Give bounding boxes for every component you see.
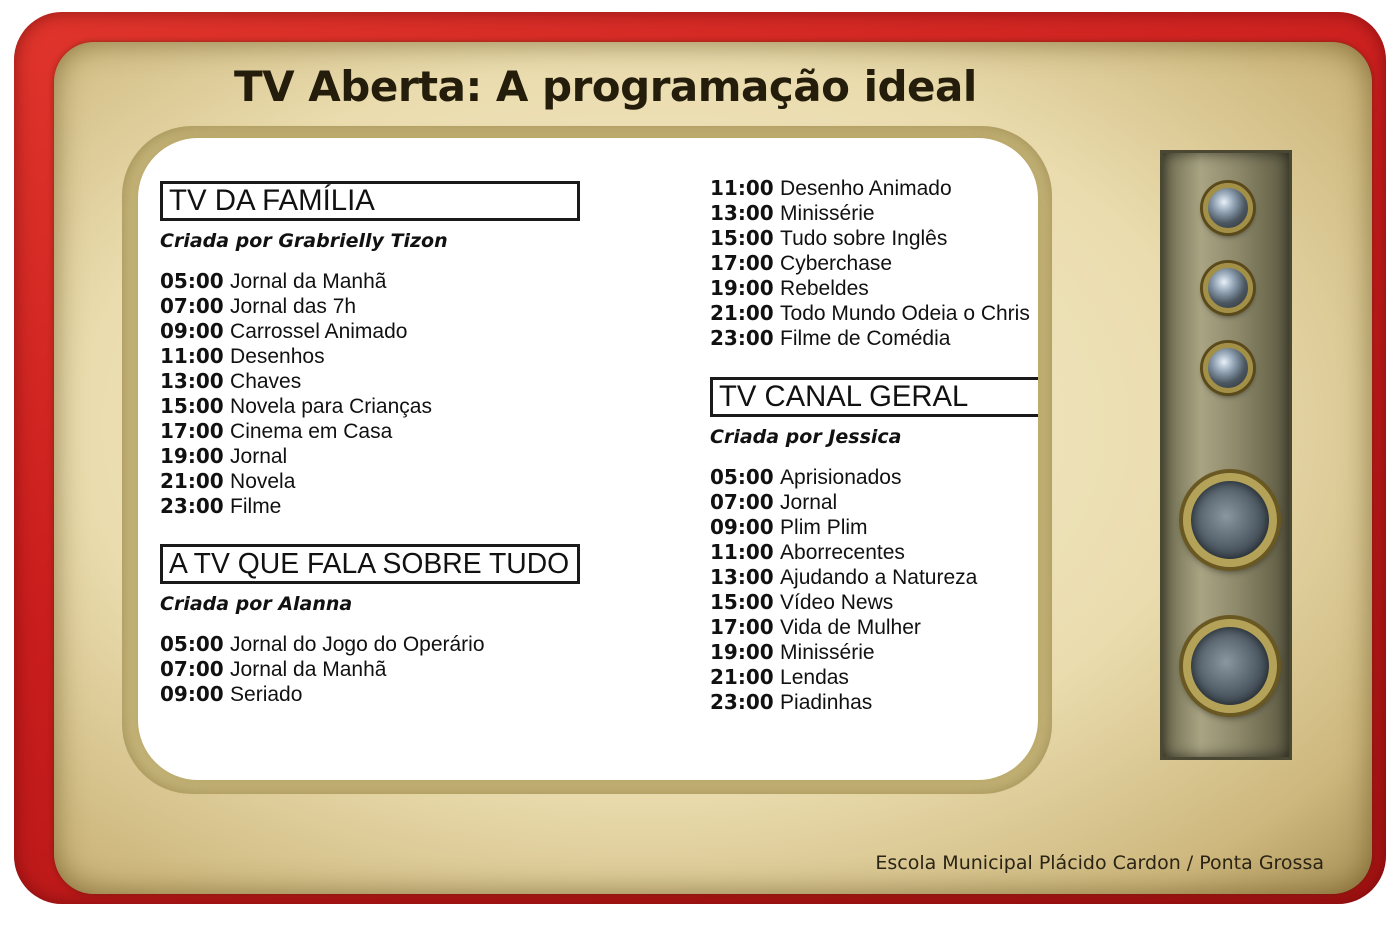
schedule-row — [710, 251, 1040, 276]
schedule-time: 15:00 — [160, 394, 224, 418]
schedule-time: 21:00 — [710, 665, 774, 689]
dial-knob-icon — [1183, 619, 1277, 713]
schedule-row — [710, 565, 1040, 590]
channel-name-box: TV CANAL GERAL — [710, 377, 1038, 417]
volume-knob-icon — [1203, 263, 1253, 313]
schedule-row — [710, 540, 1040, 565]
schedule-show: Desenho Animado — [780, 177, 952, 200]
footer-credit: Escola Municipal Plácido Cardon / Ponta Grossa — [875, 852, 1324, 874]
schedule-time: 11:00 — [710, 176, 774, 200]
schedule-row — [710, 465, 1040, 490]
schedule-show: Tudo sobre Inglês — [780, 227, 948, 250]
schedule-time: 09:00 — [160, 319, 224, 343]
schedule-time: 23:00 — [710, 690, 774, 714]
schedule-time: 07:00 — [160, 657, 224, 681]
schedule-time: 21:00 — [710, 301, 774, 325]
schedule-show: Cinema em Casa — [230, 420, 393, 443]
channel-name-box: TV DA FAMÍLIA — [160, 181, 580, 221]
schedule-show: Vida de Mulher — [780, 616, 921, 639]
schedule-list — [160, 269, 600, 519]
channel-name-box: A TV QUE FALA SOBRE TUDO — [160, 544, 580, 584]
schedule-row — [160, 419, 600, 444]
schedule-time: 23:00 — [710, 326, 774, 350]
schedule-row — [710, 326, 1040, 351]
schedule-time: 15:00 — [710, 226, 774, 250]
schedule-show: Carrossel Animado — [230, 320, 408, 343]
schedule-time: 17:00 — [160, 419, 224, 443]
schedule-time: 19:00 — [710, 276, 774, 300]
schedule-time: 17:00 — [710, 615, 774, 639]
schedule-show: Cyberchase — [780, 252, 893, 275]
schedule-row — [160, 494, 600, 519]
schedule-show: Vídeo News — [780, 591, 894, 614]
page-title: TV Aberta: A programação ideal — [234, 62, 977, 111]
schedule-row — [160, 344, 600, 369]
schedule-show: Jornal do Jogo do Operário — [230, 633, 485, 656]
channel-creator: Criada por Alanna — [160, 593, 353, 615]
schedule-show: Minissérie — [780, 202, 875, 225]
channel-creator: Criada por Grabrielly Tizon — [160, 230, 448, 252]
schedule-show: Jornal da Manhã — [230, 658, 387, 681]
schedule-time: 23:00 — [160, 494, 224, 518]
schedule-list — [160, 632, 600, 707]
tuning-knob-icon — [1203, 343, 1253, 393]
schedule-show: Rebeldes — [780, 277, 869, 300]
schedule-time: 09:00 — [160, 682, 224, 706]
schedule-show: Minissérie — [780, 641, 875, 664]
schedule-row — [160, 657, 600, 682]
schedule-show: Aprisionados — [780, 466, 902, 489]
schedule-row — [710, 490, 1040, 515]
schedule-show: Jornal — [230, 445, 288, 468]
schedule-show: Desenhos — [230, 345, 325, 368]
schedule-show: Lendas — [780, 666, 849, 689]
schedule-show: Seriado — [230, 683, 303, 706]
schedule-row — [710, 665, 1040, 690]
schedule-show: Todo Mundo Odeia o Chris — [780, 302, 1030, 325]
schedule-list — [710, 176, 1040, 351]
schedule-row — [160, 269, 600, 294]
schedule-time: 11:00 — [710, 540, 774, 564]
schedule-time: 05:00 — [710, 465, 774, 489]
channel-knob-icon — [1203, 183, 1253, 233]
schedule-show: Jornal da Manhã — [230, 270, 387, 293]
schedule-row — [710, 690, 1040, 715]
schedule-show: Piadinhas — [780, 691, 873, 714]
right-column — [710, 176, 1040, 715]
schedule-show: Jornal das 7h — [230, 295, 357, 318]
schedule-row — [160, 319, 600, 344]
schedule-row — [710, 276, 1040, 301]
schedule-time: 13:00 — [710, 201, 774, 225]
schedule-show: Chaves — [230, 370, 302, 393]
schedule-row — [710, 640, 1040, 665]
schedule-row — [160, 369, 600, 394]
schedule-time: 15:00 — [710, 590, 774, 614]
schedule-row — [160, 394, 600, 419]
schedule-row — [160, 294, 600, 319]
schedule-row — [710, 201, 1040, 226]
schedule-time: 09:00 — [710, 515, 774, 539]
schedule-row — [160, 469, 600, 494]
schedule-time: 17:00 — [710, 251, 774, 275]
schedule-row — [710, 301, 1040, 326]
schedule-time: 05:00 — [160, 632, 224, 656]
schedule-show: Novela — [230, 470, 296, 493]
schedule-row — [710, 615, 1040, 640]
schedule-row — [710, 590, 1040, 615]
schedule-time: 07:00 — [160, 294, 224, 318]
schedule-show: Filme de Comédia — [780, 327, 951, 350]
schedule-show: Filme — [230, 495, 282, 518]
left-column — [160, 181, 600, 707]
schedule-row — [710, 176, 1040, 201]
schedule-row — [160, 682, 600, 707]
schedule-time: 11:00 — [160, 344, 224, 368]
schedule-show: Aborrecentes — [780, 541, 905, 564]
schedule-show: Jornal — [780, 491, 838, 514]
schedule-time: 19:00 — [160, 444, 224, 468]
schedule-row — [710, 515, 1040, 540]
schedule-time: 21:00 — [160, 469, 224, 493]
schedule-time: 13:00 — [160, 369, 224, 393]
schedule-show: Ajudando a Natureza — [780, 566, 978, 589]
schedule-list — [710, 465, 1040, 715]
channel-creator: Criada por Jessica — [710, 426, 902, 448]
schedule-time: 05:00 — [160, 269, 224, 293]
schedule-row — [160, 632, 600, 657]
schedule-time: 07:00 — [710, 490, 774, 514]
schedule-show: Plim Plim — [780, 516, 868, 539]
schedule-row — [710, 226, 1040, 251]
schedule-row — [160, 444, 600, 469]
schedule-time: 19:00 — [710, 640, 774, 664]
control-panel — [1160, 150, 1292, 760]
schedule-time: 13:00 — [710, 565, 774, 589]
schedule-show: Novela para Crianças — [230, 395, 432, 418]
dial-knob-icon — [1183, 473, 1277, 567]
